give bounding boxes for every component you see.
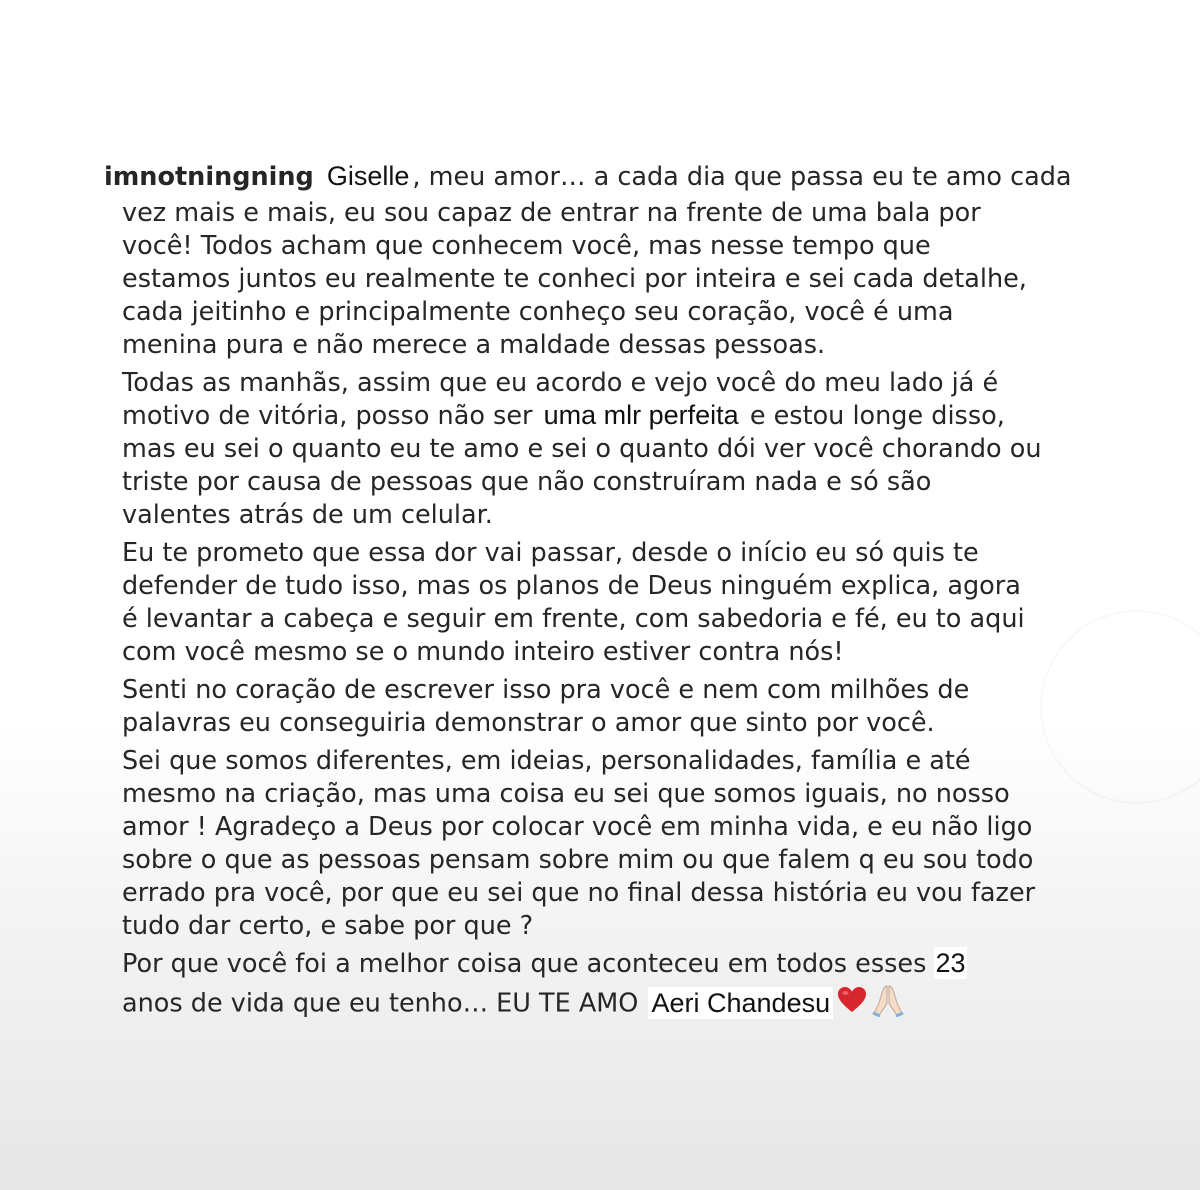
caption-line: mas eu sei o quanto eu te amo e sei o quanto dói ver você chorando ou (122, 434, 1042, 464)
caption-text: e estou longe disso, (749, 401, 1005, 431)
caption-line: triste por causa de pessoas que não construíram nada e só são (122, 467, 932, 497)
caption-line: com você mesmo se o mundo inteiro estiver contra nós! (122, 637, 844, 667)
background-watermark (1040, 610, 1200, 804)
caption-line: errado pra você, por que eu sei que no final dessa história eu vou fazer (122, 878, 1036, 908)
caption-line: você! Todos acham que conhecem você, mas nesse tempo que (122, 231, 931, 261)
caption-text: Por que você foi a melhor coisa que aconteceu em todos esses (122, 949, 927, 979)
caption-line: estamos juntos eu realmente te conheci por inteira e sei cada detalhe, (122, 264, 1027, 294)
mention-overlay: Giselle (324, 160, 413, 192)
caption-line: palavras eu conseguiria demonstrar o amor que sinto por você. (122, 708, 935, 738)
caption-line: menina pura e não merece a maldade dessas pessoas. (122, 330, 826, 360)
caption-line: valentes atrás de um celular. (122, 500, 493, 530)
caption-text: motivo de vitória, posso não ser (122, 401, 533, 431)
caption-text: anos de vida que eu tenho… EU TE AMO (122, 988, 639, 1019)
caption-line (104, 160, 1072, 194)
mention-overlay: uma mlr perfeita (541, 399, 742, 431)
caption-line: sobre o que as pessoas pensam sobre mim ou que falem q eu sou todo (122, 845, 1034, 875)
caption-line: é levantar a cabeça e seguir em frente, com sabedoria e fé, eu to aqui (122, 604, 1025, 634)
red-heart-icon (837, 986, 867, 1023)
caption-line: cada jeitinho e principalmente conheço seu coração, você é uma (122, 297, 954, 327)
caption-line: Sei que somos diferentes, em ideias, personalidades, família e até (122, 746, 971, 776)
caption-line (122, 947, 967, 981)
caption-line: amor ! Agradeço a Deus por colocar você em minha vida, e eu não ligo (122, 812, 1033, 842)
caption-line: Eu te prometo que essa dor vai passar, desde o início eu só quis te (122, 538, 979, 568)
caption-line: mesmo na criação, mas uma coisa eu sei que somos iguais, no nosso (122, 779, 1010, 809)
mention-overlay: Aeri Chandesu (648, 987, 833, 1019)
caption-line: Todas as manhãs, assim que eu acordo e vejo você do meu lado já é (122, 368, 999, 398)
age-number-overlay: 23 (935, 948, 966, 978)
caption-line: defender de tudo isso, mas os planos de Deus ninguém explica, agora (122, 571, 1021, 601)
caption-line: vez mais e mais, eu sou capaz de entrar na frente de uma bala por (122, 198, 981, 228)
username[interactable]: imnotningning (104, 162, 314, 192)
caption-line (122, 983, 905, 1026)
caption-line: Senti no coração de escrever isso pra você e nem com milhões de (122, 675, 970, 705)
folded-hands-icon (871, 983, 905, 1026)
caption-line (122, 399, 1005, 433)
caption-text: , meu amor… a cada dia que passa eu te amo cada (412, 162, 1072, 192)
caption-line: tudo dar certo, e sabe por que ? (122, 911, 534, 941)
